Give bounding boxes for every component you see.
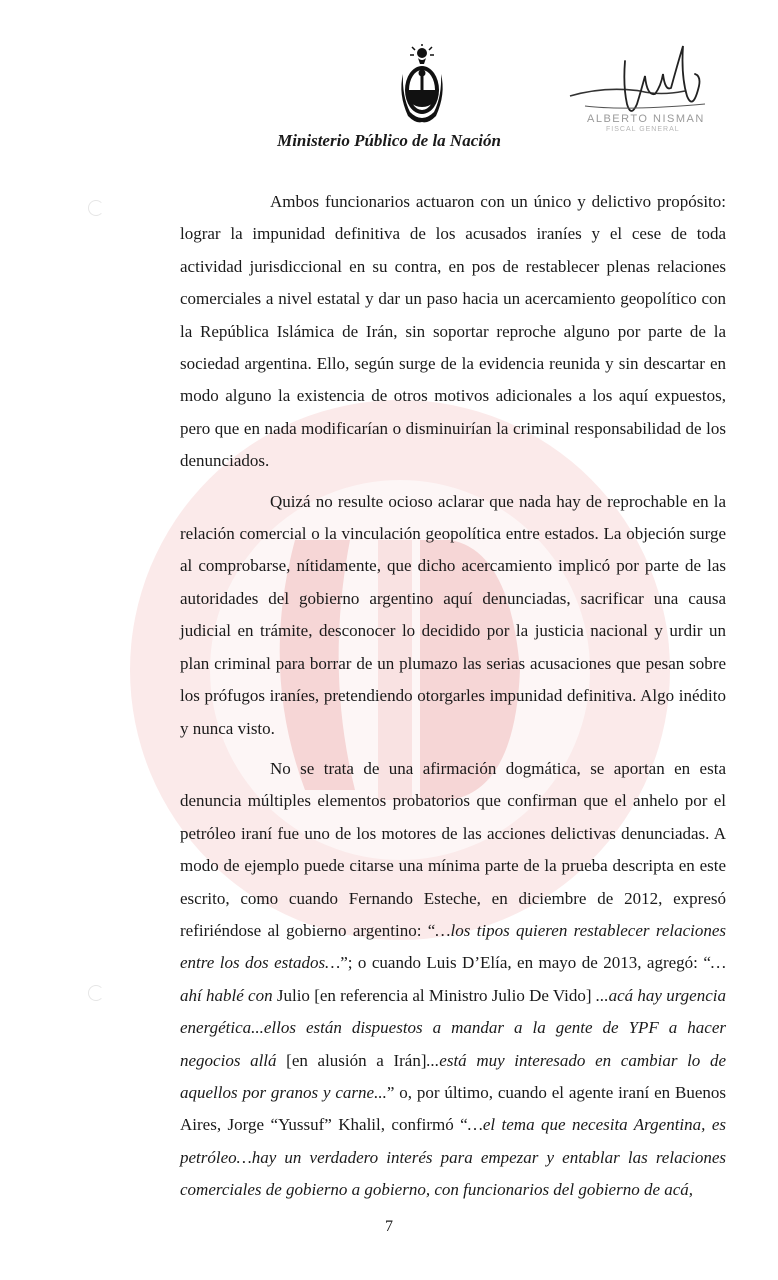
paragraph bbox=[180, 486, 726, 745]
ministry-heading: Ministerio Público de la Nación bbox=[277, 131, 501, 150]
text-segment: [en alusión a Irán] bbox=[276, 1050, 427, 1070]
document-body bbox=[180, 186, 726, 1207]
quoted-text: ...está muy interesado en cambiar lo de aquellos por granos y carne... bbox=[180, 1050, 726, 1102]
paragraph bbox=[180, 186, 726, 478]
text-segment: No se trata de una afirmación dogmática, se aportan en esta denuncia múltiples elementos probatorios que confirman que el anhelo por el petróleo iraní fue uno de los motores de las acciones delictivas denunciadas. A modo de ejemplo puede citarse una mínima parte de la prueba descripta en este escrito, como cuando Fernando Esteche, en diciembre de 2012, expresó refiriéndose al gobierno argentino: “ bbox=[180, 758, 726, 940]
text-segment: Quizá no resulte ocioso aclarar que nada hay de reprochable en la relación comercial o la vinculación geopolítica entre estados. La objeción surge al comprobarse, nítidamente, que dicho acercamiento implicó por parte de las autoridades del gobierno argentino aquí denunciadas, sacrificar una causa judicial en trámite, desconocer lo decidido por la justicia nacional y urdir un plan criminal para borrar de un plumazo las serias acusaciones que pesan sobre los prófugos iraníes, pretendiendo otorgarles impunidad definitiva. Algo inédito y nunca visto. bbox=[180, 491, 726, 738]
margin-mark bbox=[88, 200, 104, 216]
margin-mark bbox=[88, 985, 104, 1001]
quoted-text: …ahí hablé con bbox=[180, 953, 727, 1005]
quoted-text: …los tipos quieren restablecer relaciones entre los dos estados… bbox=[180, 920, 727, 973]
quoted-text: ...acá hay urgencia energética...ellos están dispuestos a mandar a la gente de YPF a hacer negocios allá bbox=[180, 985, 727, 1070]
text-segment: Ambos funcionarios actuaron con un único y delictivo propósito: lograr la impunidad definitiva de los acusados iraníes y el cese de toda actividad jurisdiccional en su contra, en pos de restablecer plenas relaciones comerciales a nivel estatal y dar un paso hacia un acercamiento geopolítico con la República Islámica de Irán, sin soportar reproche alguno por parte de la sociedad argentina. Ello, según surge de la evidencia reunida y sin descartar en modo alguno la existencia de otros motivos adicionales a los aquí expuestos, pero que en nada modificarían o disminuirían la criminal responsabilidad de los denunciados. bbox=[180, 192, 726, 471]
page-number: 7 bbox=[385, 1218, 393, 1235]
text-segment: ”; o cuando Luis D’Elía, en mayo de 2013, agregó: “ bbox=[340, 953, 711, 973]
coat-of-arms-icon bbox=[398, 44, 446, 126]
stamp-title: FISCAL GENERAL bbox=[606, 126, 680, 133]
quoted-text: …el tema que necesita Argentina, es petróleo…hay un verdadero interés para empezar y entablar las relaciones comerciales de gobierno a gobierno, con funcionarios del gobierno de acá, bbox=[180, 1115, 726, 1200]
text-segment: ” o, por último, cuando el agente iraní en Buenos Aires, Jorge “Yussuf” Khalil, confirmó “ bbox=[180, 1082, 726, 1135]
text-segment: Julio [en referencia al Ministro Julio De Vido] bbox=[272, 985, 596, 1005]
stamp-name: ALBERTO NISMAN bbox=[587, 113, 705, 125]
paragraph bbox=[180, 753, 726, 1207]
